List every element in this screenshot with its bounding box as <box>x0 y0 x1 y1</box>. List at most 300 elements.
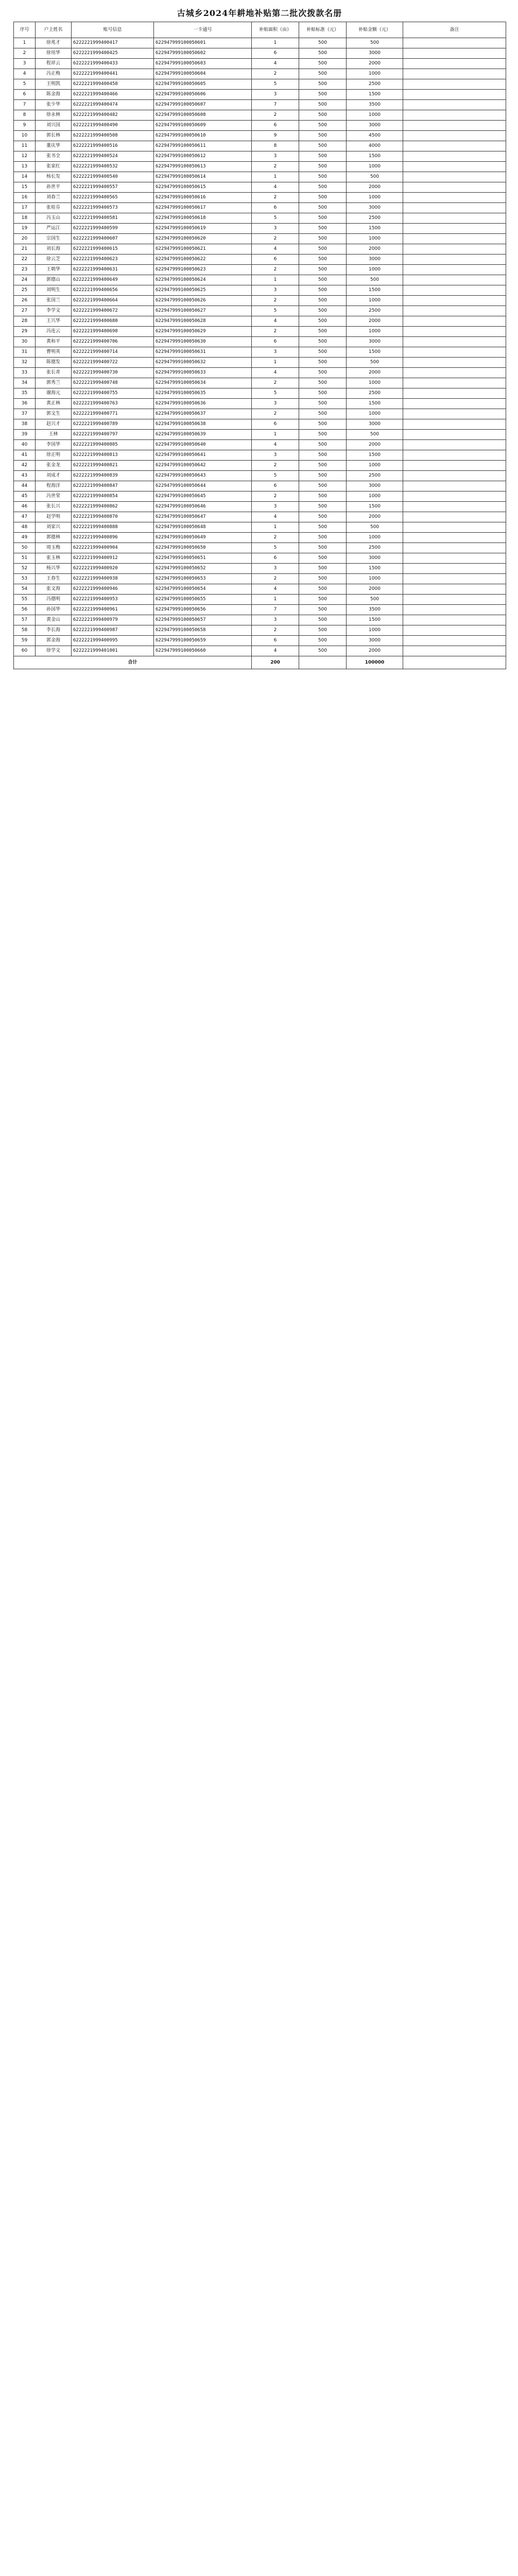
table-row <box>14 471 506 481</box>
farmer-name: 刘明生 <box>36 285 72 296</box>
subsidy-standard: 500 <box>299 492 347 502</box>
farmer-name: 曹明英 <box>36 347 72 358</box>
remark <box>403 182 506 193</box>
subsidy-amount: 3000 <box>347 203 403 213</box>
card-number: 622947999100050624 <box>154 275 252 285</box>
subsidy-standard: 500 <box>299 285 347 296</box>
table-row <box>14 59 506 69</box>
account-number: 6222221999400565 <box>72 193 154 203</box>
account-number: 6222221999400425 <box>72 48 154 59</box>
account-number: 6222221999400961 <box>72 605 154 615</box>
table-row <box>14 151 506 162</box>
account-number: 6222221999400797 <box>72 430 154 440</box>
row-index: 5 <box>14 79 36 90</box>
subsidy-area: 3 <box>252 224 299 234</box>
row-index: 28 <box>14 316 36 327</box>
remark <box>403 440 506 450</box>
subsidy-amount: 3000 <box>347 255 403 265</box>
remark <box>403 564 506 574</box>
account-number: 6222221999400557 <box>72 182 154 193</box>
row-index: 51 <box>14 553 36 564</box>
card-number: 622947999100050631 <box>154 347 252 358</box>
row-index: 52 <box>14 564 36 574</box>
subsidy-amount: 2000 <box>347 182 403 193</box>
subsidy-standard: 500 <box>299 368 347 378</box>
account-number: 6222221999400706 <box>72 337 154 347</box>
account-number: 6222221999400821 <box>72 461 154 471</box>
card-number: 622947999100050639 <box>154 430 252 440</box>
subsidy-amount: 3000 <box>347 419 403 430</box>
remark <box>403 450 506 461</box>
subsidy-area: 3 <box>252 90 299 100</box>
farmer-name: 谢海元 <box>36 388 72 399</box>
subsidy-area: 7 <box>252 100 299 110</box>
row-index: 35 <box>14 388 36 399</box>
subsidy-amount: 1000 <box>347 574 403 584</box>
subsidy-area: 2 <box>252 265 299 275</box>
total-row <box>14 656 506 669</box>
card-number: 622947999100050627 <box>154 306 252 316</box>
remark <box>403 100 506 110</box>
table-row <box>14 316 506 327</box>
subsidy-area: 4 <box>252 316 299 327</box>
subsidy-amount: 1500 <box>347 564 403 574</box>
subsidy-standard: 500 <box>299 553 347 564</box>
farmer-name: 王林 <box>36 430 72 440</box>
subsidy-amount: 3500 <box>347 100 403 110</box>
row-index: 42 <box>14 461 36 471</box>
subsidy-standard: 500 <box>299 409 347 419</box>
card-number: 622947999100050603 <box>154 59 252 69</box>
card-number: 622947999100050611 <box>154 141 252 151</box>
subsidy-amount: 500 <box>347 275 403 285</box>
subsidy-area: 2 <box>252 378 299 388</box>
row-index: 54 <box>14 584 36 595</box>
subsidy-area: 4 <box>252 584 299 595</box>
subsidy-amount: 3000 <box>347 553 403 564</box>
account-number: 6222221999400862 <box>72 502 154 512</box>
account-number: 6222221999400763 <box>72 399 154 409</box>
subsidy-amount: 2500 <box>347 306 403 316</box>
farmer-name: 徐云芝 <box>36 255 72 265</box>
table-row <box>14 481 506 492</box>
farmer-name: 徐用华 <box>36 48 72 59</box>
subsidy-standard: 500 <box>299 131 347 141</box>
card-number: 622947999100050620 <box>154 234 252 244</box>
subsidy-standard: 500 <box>299 255 347 265</box>
account-number: 6222221999400896 <box>72 533 154 543</box>
table-row <box>14 285 506 296</box>
table-row <box>14 492 506 502</box>
table-row <box>14 399 506 409</box>
table-row <box>14 203 506 213</box>
subsidy-amount: 2500 <box>347 471 403 481</box>
subsidy-standard: 500 <box>299 615 347 625</box>
row-index: 25 <box>14 285 36 296</box>
table-row <box>14 625 506 636</box>
subsidy-amount: 1500 <box>347 399 403 409</box>
farmer-name: 黄正林 <box>36 399 72 409</box>
account-number: 6222221999400664 <box>72 296 154 306</box>
subsidy-area: 2 <box>252 461 299 471</box>
account-number: 6222221999400987 <box>72 625 154 636</box>
farmer-name: 徐兆才 <box>36 38 72 48</box>
row-index: 7 <box>14 100 36 110</box>
account-number: 6222221999400516 <box>72 141 154 151</box>
subsidy-standard: 500 <box>299 203 347 213</box>
row-index: 23 <box>14 265 36 275</box>
card-number: 622947999100050637 <box>154 409 252 419</box>
subsidy-standard: 500 <box>299 59 347 69</box>
subsidy-amount: 1500 <box>347 502 403 512</box>
card-number: 622947999100050629 <box>154 327 252 337</box>
subsidy-amount: 3000 <box>347 337 403 347</box>
row-index: 34 <box>14 378 36 388</box>
table-row <box>14 234 506 244</box>
subsidy-amount: 500 <box>347 38 403 48</box>
subsidy-area: 5 <box>252 388 299 399</box>
row-index: 40 <box>14 440 36 450</box>
subsidy-area: 2 <box>252 193 299 203</box>
subsidy-area: 3 <box>252 615 299 625</box>
remark <box>403 461 506 471</box>
account-number: 6222221999400581 <box>72 213 154 224</box>
total-remark <box>403 656 506 669</box>
subsidy-standard: 500 <box>299 79 347 90</box>
subsidy-area: 4 <box>252 440 299 450</box>
remark <box>403 38 506 48</box>
farmer-name: 郭金海 <box>36 636 72 646</box>
table-row <box>14 419 506 430</box>
table-row <box>14 502 506 512</box>
row-index: 44 <box>14 481 36 492</box>
subsidy-amount: 2500 <box>347 79 403 90</box>
row-index: 10 <box>14 131 36 141</box>
subsidy-standard: 500 <box>299 265 347 275</box>
subsidy-standard: 500 <box>299 296 347 306</box>
row-index: 22 <box>14 255 36 265</box>
farmer-name: 赵兴才 <box>36 419 72 430</box>
table-row <box>14 388 506 399</box>
farmer-name: 杨兴华 <box>36 564 72 574</box>
subsidy-area: 5 <box>252 213 299 224</box>
table-row <box>14 564 506 574</box>
account-number: 6222221999400839 <box>72 471 154 481</box>
subsidy-standard: 500 <box>299 584 347 595</box>
account-number: 6222221999400912 <box>72 553 154 564</box>
row-index: 41 <box>14 450 36 461</box>
card-number: 622947999100050604 <box>154 69 252 79</box>
table-row <box>14 440 506 450</box>
account-number: 6222221999400854 <box>72 492 154 502</box>
subsidy-standard: 500 <box>299 564 347 574</box>
remark <box>403 203 506 213</box>
subsidy-standard: 500 <box>299 48 347 59</box>
account-number: 6222221999400466 <box>72 90 154 100</box>
account-number: 6222221999400920 <box>72 564 154 574</box>
subsidy-standard: 500 <box>299 244 347 255</box>
row-index: 17 <box>14 203 36 213</box>
subsidy-area: 6 <box>252 337 299 347</box>
subsidy-area: 2 <box>252 69 299 79</box>
subsidy-area: 4 <box>252 512 299 522</box>
card-number: 622947999100050652 <box>154 564 252 574</box>
card-number: 622947999100050640 <box>154 440 252 450</box>
account-number: 6222221999400755 <box>72 388 154 399</box>
subsidy-amount: 1500 <box>347 285 403 296</box>
subsidy-amount: 1500 <box>347 90 403 100</box>
account-number: 6222221999400805 <box>72 440 154 450</box>
card-number: 622947999100050609 <box>154 121 252 131</box>
account-number: 6222221999400771 <box>72 409 154 419</box>
row-index: 57 <box>14 615 36 625</box>
subsidy-standard: 500 <box>299 172 347 182</box>
remark <box>403 59 506 69</box>
farmer-name: 董庆华 <box>36 141 72 151</box>
subsidy-area: 3 <box>252 502 299 512</box>
remark <box>403 481 506 492</box>
row-index: 18 <box>14 213 36 224</box>
subsidy-amount: 1000 <box>347 110 403 121</box>
row-index: 49 <box>14 533 36 543</box>
subsidy-amount: 1500 <box>347 615 403 625</box>
subsidy-area: 6 <box>252 48 299 59</box>
row-index: 45 <box>14 492 36 502</box>
card-number: 622947999100050613 <box>154 162 252 172</box>
card-number: 622947999100050606 <box>154 90 252 100</box>
card-number: 622947999100050642 <box>154 461 252 471</box>
account-number: 6222221999400458 <box>72 79 154 90</box>
card-number: 622947999100050646 <box>154 502 252 512</box>
column-header: 账号信息 <box>72 22 154 38</box>
farmer-name: 严运江 <box>36 224 72 234</box>
row-index: 16 <box>14 193 36 203</box>
farmer-name: 王兴华 <box>36 316 72 327</box>
farmer-name: 李长海 <box>36 625 72 636</box>
subsidy-standard: 500 <box>299 224 347 234</box>
remark <box>403 522 506 533</box>
card-number: 622947999100050650 <box>154 543 252 553</box>
remark <box>403 255 506 265</box>
farmer-name: 宗国生 <box>36 234 72 244</box>
subsidy-area: 3 <box>252 564 299 574</box>
table-row <box>14 224 506 234</box>
remark <box>403 625 506 636</box>
row-index: 1 <box>14 38 36 48</box>
subsidy-standard: 500 <box>299 90 347 100</box>
row-index: 15 <box>14 182 36 193</box>
farmer-name: 刘成才 <box>36 471 72 481</box>
farmer-name: 孙国华 <box>36 605 72 615</box>
row-index: 9 <box>14 121 36 131</box>
farmer-name: 张桂芬 <box>36 203 72 213</box>
farmer-name: 郭秀兰 <box>36 378 72 388</box>
card-number: 622947999100050608 <box>154 110 252 121</box>
card-number: 622947999100050614 <box>154 172 252 182</box>
document-page <box>13 5 506 669</box>
subsidy-standard: 500 <box>299 141 347 151</box>
row-index: 48 <box>14 522 36 533</box>
card-number: 622947999100050602 <box>154 48 252 59</box>
card-number: 622947999100050632 <box>154 358 252 368</box>
farmer-name: 刘兴国 <box>36 121 72 131</box>
account-number: 6222221999400482 <box>72 110 154 121</box>
column-header: 一卡通号 <box>154 22 252 38</box>
remark <box>403 162 506 172</box>
remark <box>403 48 506 59</box>
subsidy-area: 3 <box>252 285 299 296</box>
subsidy-standard: 500 <box>299 110 347 121</box>
remark <box>403 296 506 306</box>
farmer-name: 徐正明 <box>36 450 72 461</box>
subsidy-amount: 2000 <box>347 59 403 69</box>
card-number: 622947999100050607 <box>154 100 252 110</box>
table-row <box>14 275 506 285</box>
row-index: 53 <box>14 574 36 584</box>
table-row <box>14 646 506 656</box>
remark <box>403 553 506 564</box>
farmer-name: 徐永林 <box>36 110 72 121</box>
account-number: 6222221999400607 <box>72 234 154 244</box>
row-index: 6 <box>14 90 36 100</box>
remark <box>403 574 506 584</box>
subsidy-area: 2 <box>252 110 299 121</box>
subsidy-area: 4 <box>252 244 299 255</box>
table-row <box>14 378 506 388</box>
card-number: 622947999100050610 <box>154 131 252 141</box>
remark <box>403 244 506 255</box>
farmer-name: 刘家兴 <box>36 522 72 533</box>
subsidy-standard: 500 <box>299 481 347 492</box>
remark <box>403 512 506 522</box>
subsidy-amount: 3000 <box>347 121 403 131</box>
subsidy-standard: 500 <box>299 182 347 193</box>
subsidy-amount: 500 <box>347 595 403 605</box>
subsidy-area: 6 <box>252 553 299 564</box>
table-row <box>14 358 506 368</box>
subsidy-standard: 500 <box>299 502 347 512</box>
table-row <box>14 38 506 48</box>
subsidy-standard: 500 <box>299 450 347 461</box>
account-number: 6222221999400490 <box>72 121 154 131</box>
table-row <box>14 90 506 100</box>
remark <box>403 584 506 595</box>
subsidy-standard: 500 <box>299 378 347 388</box>
farmer-name: 黄和平 <box>36 337 72 347</box>
card-number: 622947999100050618 <box>154 213 252 224</box>
account-number: 6222221999400979 <box>72 615 154 625</box>
card-number: 622947999100050648 <box>154 522 252 533</box>
table-row <box>14 193 506 203</box>
subsidy-standard: 500 <box>299 38 347 48</box>
card-number: 622947999100050644 <box>154 481 252 492</box>
table-row <box>14 131 506 141</box>
farmer-name: 张文海 <box>36 584 72 595</box>
card-number: 622947999100050658 <box>154 625 252 636</box>
subsidy-standard: 500 <box>299 399 347 409</box>
farmer-name: 刘长海 <box>36 244 72 255</box>
account-number: 6222221999400680 <box>72 316 154 327</box>
subsidy-amount: 4000 <box>347 141 403 151</box>
farmer-name: 孙世平 <box>36 182 72 193</box>
card-number: 622947999100050626 <box>154 296 252 306</box>
subsidy-standard: 500 <box>299 388 347 399</box>
table-row <box>14 182 506 193</box>
remark <box>403 172 506 182</box>
subsidy-standard: 500 <box>299 605 347 615</box>
remark <box>403 316 506 327</box>
row-index: 33 <box>14 368 36 378</box>
farmer-name: 郭德山 <box>36 275 72 285</box>
subsidy-amount: 1000 <box>347 492 403 502</box>
subsidy-area: 5 <box>252 471 299 481</box>
subsidy-area: 2 <box>252 574 299 584</box>
subsidy-area: 3 <box>252 450 299 461</box>
subsidy-standard: 500 <box>299 522 347 533</box>
subsidy-area: 2 <box>252 162 299 172</box>
account-number: 6222221999400615 <box>72 244 154 255</box>
card-number: 622947999100050653 <box>154 574 252 584</box>
table-row <box>14 110 506 121</box>
subsidy-standard: 500 <box>299 636 347 646</box>
account-number: 6222221999400870 <box>72 512 154 522</box>
row-index: 59 <box>14 636 36 646</box>
card-number: 622947999100050643 <box>154 471 252 481</box>
card-number: 622947999100050647 <box>154 512 252 522</box>
card-number: 622947999100050645 <box>154 492 252 502</box>
table-row <box>14 121 506 131</box>
row-index: 19 <box>14 224 36 234</box>
account-number: 6222221999400631 <box>72 265 154 275</box>
subsidy-area: 8 <box>252 141 299 151</box>
subsidy-amount: 500 <box>347 430 403 440</box>
subsidy-amount: 2000 <box>347 440 403 450</box>
table-row <box>14 265 506 275</box>
table-row <box>14 368 506 378</box>
table-row <box>14 574 506 584</box>
subsidy-amount: 500 <box>347 522 403 533</box>
subsidy-amount: 2000 <box>347 368 403 378</box>
card-number: 622947999100050656 <box>154 605 252 615</box>
subsidy-standard: 500 <box>299 121 347 131</box>
remark <box>403 151 506 162</box>
row-index: 36 <box>14 399 36 409</box>
subsidy-area: 4 <box>252 646 299 656</box>
table-row <box>14 172 506 182</box>
row-index: 39 <box>14 430 36 440</box>
subsidy-area: 1 <box>252 275 299 285</box>
card-number: 622947999100050633 <box>154 368 252 378</box>
remark <box>403 533 506 543</box>
subsidy-area: 5 <box>252 79 299 90</box>
subsidy-amount: 3000 <box>347 636 403 646</box>
row-index: 20 <box>14 234 36 244</box>
farmer-name: 李国华 <box>36 440 72 450</box>
subsidy-standard: 500 <box>299 512 347 522</box>
row-index: 21 <box>14 244 36 255</box>
subsidy-standard: 500 <box>299 213 347 224</box>
subsidy-area: 2 <box>252 625 299 636</box>
subsidy-standard: 500 <box>299 430 347 440</box>
column-header: 户主姓名 <box>36 22 72 38</box>
subsidy-amount: 2000 <box>347 316 403 327</box>
farmer-name: 程海洋 <box>36 481 72 492</box>
subsidy-area: 9 <box>252 131 299 141</box>
row-index: 12 <box>14 151 36 162</box>
subsidy-standard: 500 <box>299 234 347 244</box>
account-number: 6222221999400649 <box>72 275 154 285</box>
table-row <box>14 636 506 646</box>
